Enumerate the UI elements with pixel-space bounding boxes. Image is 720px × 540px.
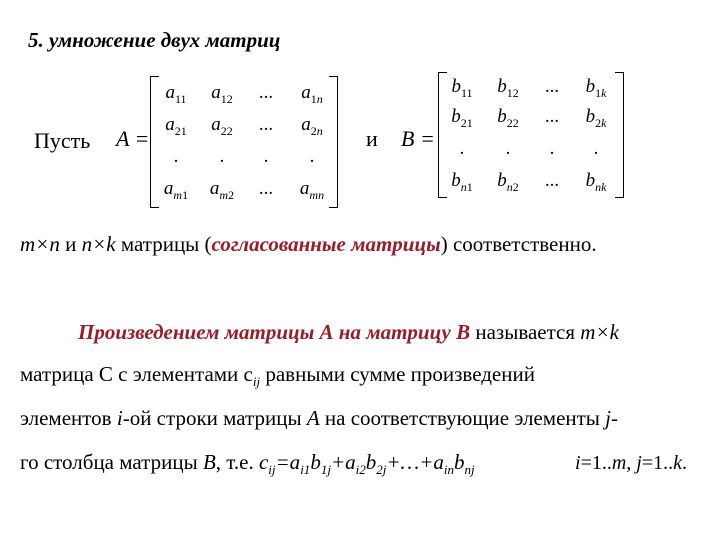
matrix-b-cell-3-2: ... — [544, 170, 560, 191]
matrix-a-cell-3-1: $a_{m2}$ — [209, 178, 235, 202]
matrix-b — [438, 72, 624, 198]
conjunction: и — [366, 126, 378, 151]
matrix-a-cell-2-0: . — [173, 146, 179, 167]
matrix-b-cell-3-0: $b_{n1}$ — [451, 170, 473, 194]
corresponding-text: на соответствующие элементы — [319, 406, 606, 430]
definition-line-2 — [20, 362, 706, 390]
matrix-b-cell-0-0: $b_{11}$ — [451, 76, 473, 100]
column-text: го столбца матрицы — [20, 450, 203, 474]
matrix-b-cell-2-3: . — [593, 138, 599, 159]
matrix-a-cell-1-2: ... — [258, 114, 274, 135]
matrix-a-cell-2-3: . — [309, 146, 315, 167]
definition-term: Произведением матрицы А на матрицу В — [78, 320, 471, 344]
row-text: -ой строки матрицы — [122, 406, 307, 430]
matrix-b-cell-1-3: $b_{2k}$ — [585, 106, 607, 130]
matrix-a-cell-1-1: $a_{22}$ — [211, 114, 233, 138]
matrix-b-cell-3-1: $b_{n2}$ — [497, 170, 519, 194]
matrix-b-cell-2-1: . — [505, 138, 511, 159]
matrix-a-label: A = — [116, 126, 150, 151]
matrix-a-cell-2-1: . — [219, 146, 225, 167]
matrix-b-cell-1-1: $b_{22}$ — [497, 106, 519, 130]
index-j: j — [605, 406, 612, 430]
matrix-c-text: матрица С с элементами c — [20, 362, 253, 386]
matrix-a-cell-0-1: $a_{12}$ — [211, 82, 233, 106]
matrix-a-cell-3-3: $a_{mn}$ — [299, 178, 325, 202]
and-text: и — [59, 232, 82, 256]
matrix-b-cell-3-3: $b_{nk}$ — [585, 170, 607, 194]
intro-word: Пусть — [34, 128, 91, 153]
matrix-a-cell-3-2: ... — [258, 178, 274, 199]
ie-text: , т.е. — [215, 450, 259, 474]
matrix-a-cell-0-2: ... — [258, 82, 274, 103]
matrix-b-cell-1-2: ... — [544, 106, 560, 127]
respectively-text: ) соответственно. — [440, 232, 597, 256]
elements-text: элементов — [20, 406, 117, 430]
matrix-b-cell-1-0: $b_{21}$ — [451, 106, 473, 130]
matrix-a-ref: A — [306, 406, 320, 430]
index-range: i=1..m, j=1..k. — [575, 452, 688, 474]
cij-subscript: ij — [252, 374, 261, 389]
hyphen: - — [611, 406, 619, 430]
matrix-b-cell-2-0: . — [459, 138, 465, 159]
matrix-a-cell-2-2: . — [263, 146, 269, 167]
dims-n-k: n×k — [81, 232, 116, 256]
matrix-b-cell-0-2: ... — [544, 76, 560, 97]
matrix-b-cell-0-3: $b_{1k}$ — [585, 76, 607, 100]
matrix-b-label: B = — [401, 126, 435, 151]
matrix-a-cell-1-0: $a_{21}$ — [165, 114, 187, 138]
definition-line-3 — [20, 406, 618, 431]
matrix-a-cell-3-0: $a_{m1}$ — [163, 178, 189, 202]
definition-line-1 — [78, 320, 619, 345]
index-i: i — [116, 406, 123, 430]
matrix-a — [150, 76, 338, 208]
dims-m-n: m×n — [20, 232, 60, 256]
product-formula: $c_{ij}=a_{i1}b_{1j}+a_{i2}b_{2j}+\dots+a_{in}b_{nj}$ — [258, 450, 475, 477]
matrix-b-cell-2-2: . — [549, 138, 555, 159]
dimensions-line — [20, 232, 597, 257]
matrix-a-cell-0-0: $a_{11}$ — [165, 82, 187, 106]
section-title: 5. умножение двух матриц — [28, 28, 281, 52]
called-text: называется — [470, 320, 581, 344]
dims-m-k: m×k — [580, 320, 619, 344]
sum-products-text: равными сумме произведений — [260, 362, 535, 386]
definition-line-4 — [20, 450, 475, 478]
matrix-a-cell-1-3: $a_{2n}$ — [301, 114, 323, 138]
matrix-b-ref: B — [202, 450, 216, 474]
matrices-text: матрицы ( — [115, 232, 212, 256]
highlight-consistent-matrices: согласованные матрицы — [211, 232, 441, 256]
matrix-b-cell-0-1: $b_{12}$ — [497, 76, 519, 100]
matrix-a-cell-0-3: $a_{1n}$ — [301, 82, 323, 106]
